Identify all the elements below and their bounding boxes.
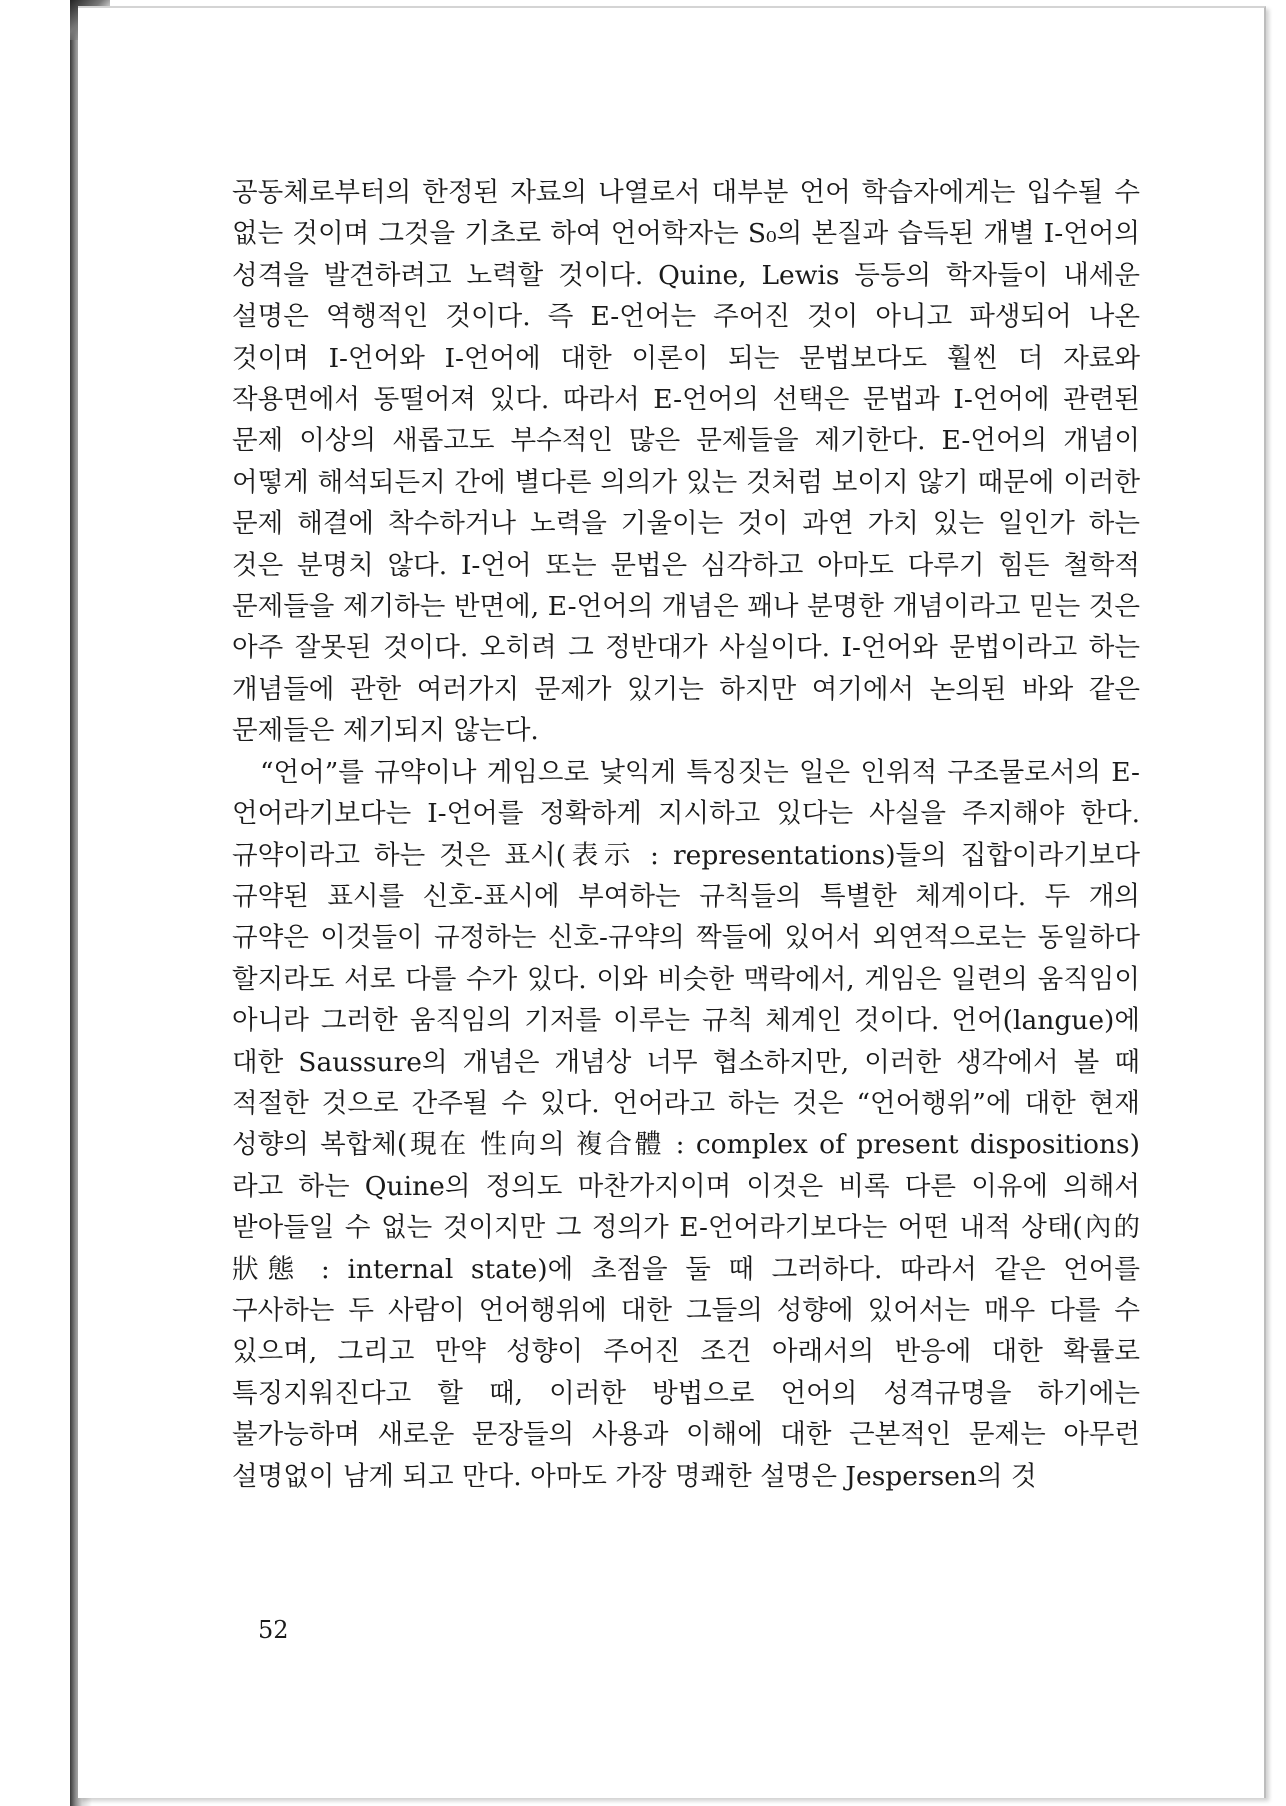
page-number: 52	[258, 1616, 289, 1644]
paragraph-2: “언어”를 규약이나 게임으로 낯익게 특징짓는 일은 인위적 구조물로서의 E-언어라기보다는 I-언어를 정확하게 지시하고 있다는 사실을 주지해야 한다. 규약이라고 하는 것은 표시(表示 : representations)들의 집합이라기보다 규약된 표시를 신호-표시에 부여하는 규칙들의 특별한 체계이다. 두 개의 규약은 이것들이 규정하는 신호-규약의 짝들에 있어서 외연적으로는 동일하다 할지라도 서로 다를 수가 있다. 이와 비슷한 맥락에서, 게임은 일련의 움직임이 아니라 그러한 움직임의 기저를 이루는 규칙 체계인 것이다. 언어(langue)에 대한 Saussure의 개념은 개념상 너무 협소하지만, 이러한 생각에서 볼 때 적절한 것으로 간주될 수 있다. 언어라고 하는 것은 “언어행위”에 대한 현재 성향의 복합체(現在 性向의 複合體 : complex of present dispositions)라고 하는 Quine의 정의도 마찬가지이며 이것은 비록 다른 이유에 의해서 받아들일 수 없는 것이지만 그 정의가 E-언어라기보다는 어떤 내적 상태(內的 狀態 : internal state)에 초점을 둘 때 그러하다. 따라서 같은 언어를 구사하는 두 사람이 언어행위에 대한 그들의 성향에 있어서는 매우 다를 수 있으며, 그리고 만약 성향이 주어진 조건 아래서의 반응에 대한 확률로 특징지워진다고 할 때, 이러한 방법으로 언어의 성격규명을 하기에는 불가능하며 새로운 문장들의 사용과 이해에 대한 근본적인 문제는 아무런 설명없이 남게 되고 만다. 아마도 가장 명쾌한 설명은 Jespersen의 것	[232, 756, 1140, 1492]
paragraph-1: 공동체로부터의 한정된 자료의 나열로서 대부분 언어 학습자에게는 입수될 수 없는 것이며 그것을 기초로 하여 언어학자는 S₀의 본질과 습득된 개별 I-언어의 성격을 발견하려고 노력할 것이다. Quine, Lewis 등등의 학자들이 내세운 설명은 역행적인 것이다. 즉 E-언어는 주어진 것이 아니고 파생되어 나온 것이며 I-언어와 I-언어에 대한 이론이 되는 문법보다도 훨씬 더 자료와 작용면에서 동떨어져 있다. 따라서 E-언어의 선택은 문법과 I-언어에 관련된 문제 이상의 새롭고도 부수적인 많은 문제들을 제기한다. E-언어의 개념이 어떻게 해석되든지 간에 별다른 의의가 있는 것처럼 보이지 않기 때문에 이러한 문제 해결에 착수하거나 노력을 기울이는 것이 과연 가치 있는 일인가 하는 것은 분명치 않다. I-언어 또는 문법은 심각하고 아마도 다루기 힘든 철학적 문제들을 제기하는 반면에, E-언어의 개념은 꽤나 분명한 개념이라고 믿는 것은 아주 잘못된 것이다. 오히려 그 정반대가 사실이다. I-언어와 문법이라고 하는 개념들에 관한 여러가지 문제가 있기는 하지만 여기에서 논의된 바와 같은 문제들은 제기되지 않는다.	[232, 177, 1140, 747]
body-text	[232, 172, 1140, 1497]
